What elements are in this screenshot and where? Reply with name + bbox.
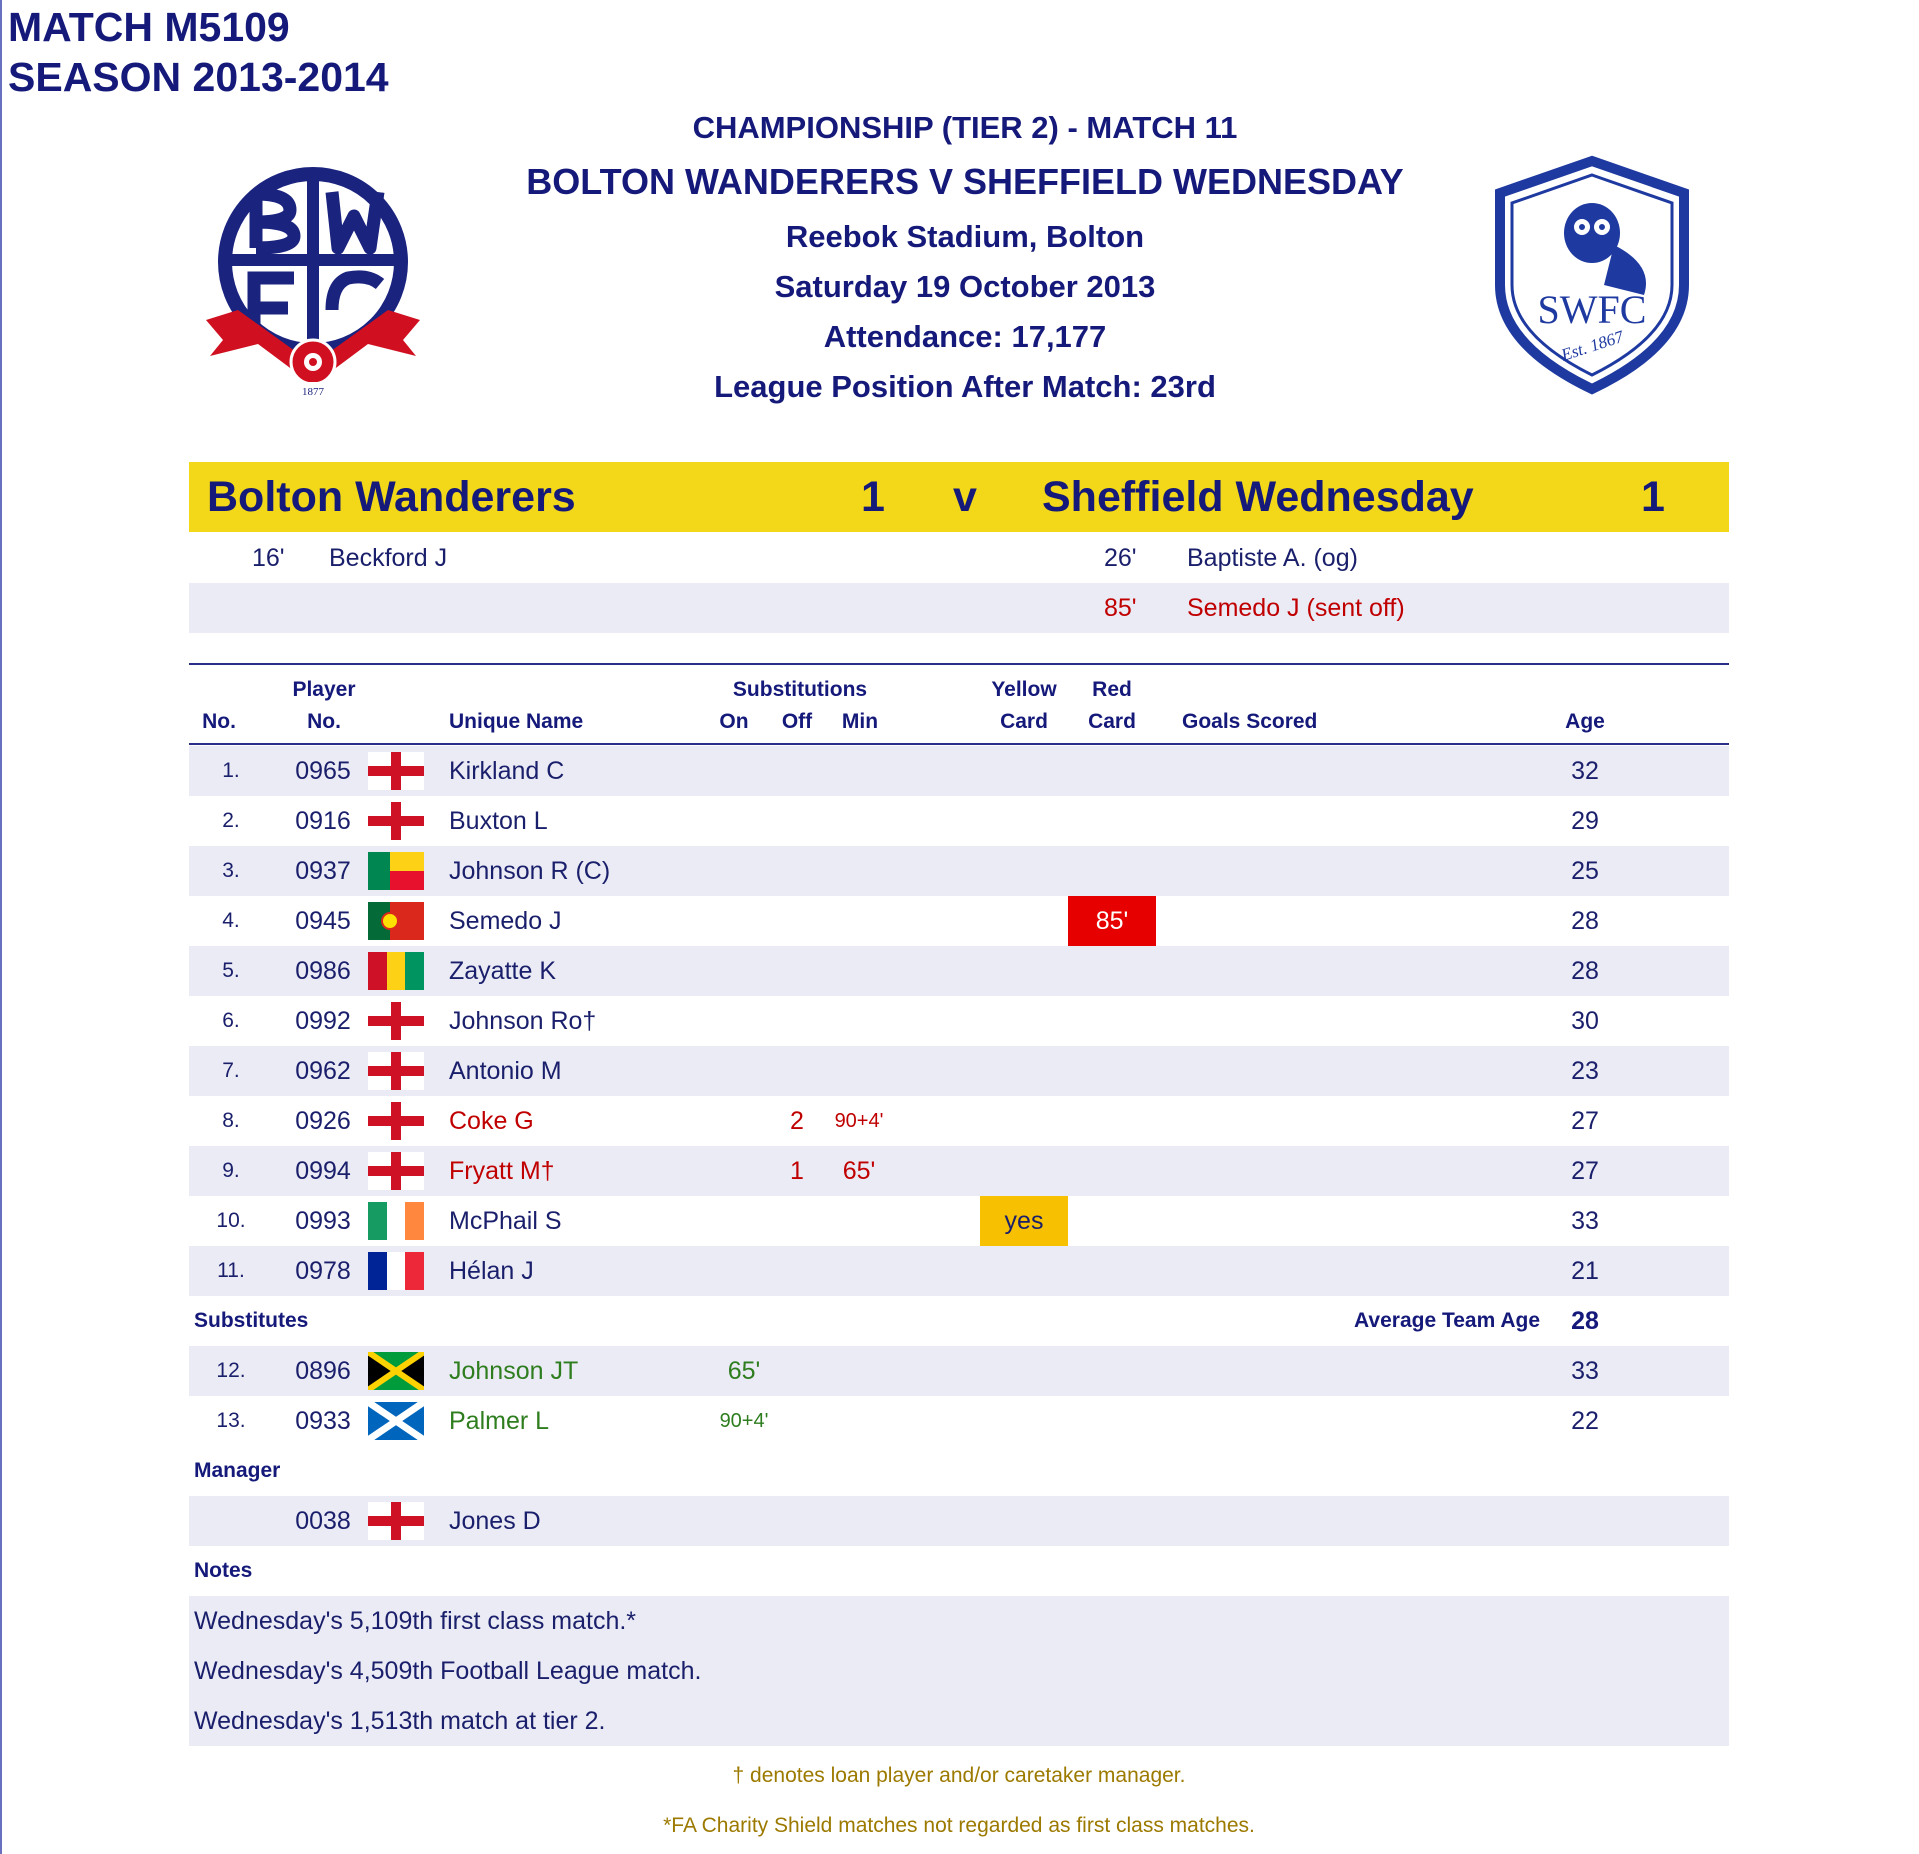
player-number: 0926 — [295, 1107, 351, 1135]
table-row — [189, 1146, 1729, 1196]
swfc-crest-text: SWFC — [1537, 287, 1647, 332]
competition: CHAMPIONSHIP (TIER 2) - MATCH 11 — [692, 110, 1238, 145]
player-name: Semedo J — [449, 907, 562, 935]
average-age-value: 28 — [1571, 1307, 1599, 1335]
event-player: Baptiste A. (og) — [1187, 544, 1358, 572]
squad-number: 4. — [222, 909, 240, 932]
player-number: 0992 — [295, 1007, 351, 1035]
event-minute: 26' — [1104, 544, 1137, 572]
note-line: Wednesday's 4,509th Football League match. — [194, 1657, 702, 1685]
table-row — [189, 1346, 1729, 1396]
player-number: 0986 — [295, 957, 351, 985]
footnote-charity-shield: *FA Charity Shield matches not regarded as first class matches. — [663, 1814, 1255, 1837]
manager-heading: Manager — [194, 1459, 281, 1482]
player-age: 28 — [1571, 907, 1599, 935]
player-name: Hélan J — [449, 1257, 534, 1285]
header-rule-top — [189, 663, 1729, 665]
table-row — [189, 996, 1729, 1046]
away-team-name: Sheffield Wednesday — [1042, 473, 1474, 521]
player-name: Fryatt M† — [449, 1157, 555, 1185]
league-position: League Position After Match: 23rd — [714, 369, 1216, 404]
note-line: Wednesday's 1,513th match at tier 2. — [194, 1707, 606, 1735]
ireland-flag-icon — [368, 1202, 424, 1240]
manager-number: 0038 — [295, 1507, 351, 1535]
player-age: 29 — [1571, 807, 1599, 835]
jamaica-flag-icon — [368, 1352, 424, 1390]
player-name: Kirkland C — [449, 757, 565, 785]
player-name: McPhail S — [449, 1207, 562, 1235]
player-age: 33 — [1571, 1357, 1599, 1385]
player-number: 0993 — [295, 1207, 351, 1235]
red-card-badge: 85' — [1068, 896, 1156, 946]
player-age: 33 — [1571, 1207, 1599, 1235]
guinea-flag-icon — [368, 952, 424, 990]
notes-heading: Notes — [194, 1559, 253, 1582]
table-row — [189, 896, 1729, 946]
yellow-card-badge: yes — [980, 1196, 1068, 1246]
header-rule-bottom — [189, 743, 1729, 745]
away-goals: 1 — [1641, 473, 1665, 521]
manager-name: Jones D — [449, 1507, 541, 1535]
squad-number: 3. — [222, 859, 240, 882]
bolton-crest-logo — [198, 150, 428, 400]
player-number: 0916 — [295, 807, 351, 835]
squad-number: 6. — [222, 1009, 240, 1032]
player-number: 0994 — [295, 1157, 351, 1185]
manager-row — [189, 1496, 1729, 1546]
england-flag-icon — [368, 1502, 424, 1540]
player-age: 30 — [1571, 1007, 1599, 1035]
versus: v — [953, 473, 977, 521]
player-name: Johnson R (C) — [449, 857, 611, 885]
sub-on-minute: 90+4' — [719, 1410, 769, 1432]
season: SEASON 2013-2014 — [8, 54, 389, 100]
col-red-line1: Red — [1092, 678, 1132, 701]
match-date: Saturday 19 October 2013 — [774, 269, 1156, 304]
event-minute: 85' — [1104, 594, 1137, 622]
player-age: 27 — [1571, 1107, 1599, 1135]
player-age: 27 — [1571, 1157, 1599, 1185]
average-age-label: Average Team Age — [1354, 1309, 1540, 1332]
table-row — [189, 1396, 1729, 1446]
sub-off-order: 2 — [790, 1107, 804, 1135]
sub-off-order: 1 — [790, 1157, 804, 1185]
player-name: Zayatte K — [449, 957, 556, 985]
england-flag-icon — [368, 1152, 424, 1190]
scotland-flag-icon — [368, 1402, 424, 1440]
player-name: Johnson Ro† — [449, 1007, 597, 1035]
squad-number: 13. — [216, 1409, 246, 1432]
player-name: Buxton L — [449, 807, 548, 835]
player-age: 25 — [1571, 857, 1599, 885]
col-no: No. — [202, 710, 236, 733]
sub-minute: 65' — [842, 1157, 876, 1185]
player-age: 28 — [1571, 957, 1599, 985]
squad-number: 2. — [222, 809, 240, 832]
player-number: 0978 — [295, 1257, 351, 1285]
note-line: Wednesday's 5,109th first class match.* — [194, 1607, 637, 1635]
player-age: 23 — [1571, 1057, 1599, 1085]
bolton-crest-year: 1877 — [302, 386, 324, 398]
squad-number: 11. — [217, 1259, 245, 1282]
player-number: 0933 — [295, 1407, 351, 1435]
england-flag-icon — [368, 802, 424, 840]
table-row — [189, 796, 1729, 846]
player-age: 22 — [1571, 1407, 1599, 1435]
event-player: Semedo J (sent off) — [1187, 594, 1405, 622]
col-player-no-line1: Player — [292, 678, 356, 701]
squad-number: 10. — [216, 1209, 246, 1232]
player-name: Johnson JT — [449, 1357, 579, 1385]
match-id: MATCH M5109 — [8, 4, 290, 50]
event-minute: 16' — [252, 544, 285, 572]
player-age: 21 — [1571, 1257, 1599, 1285]
table-row — [189, 846, 1729, 896]
sub-on-minute: 65' — [727, 1357, 761, 1385]
squad-number: 7. — [222, 1059, 240, 1082]
table-row — [189, 1046, 1729, 1096]
player-number: 0937 — [295, 857, 351, 885]
table-row — [189, 1246, 1729, 1296]
col-substitutions: Substitutions — [732, 678, 868, 701]
substitutes-heading: Substitutes — [194, 1309, 309, 1332]
col-sub-on: On — [719, 710, 749, 733]
venue: Reebok Stadium, Bolton — [785, 219, 1145, 254]
player-name: Palmer L — [449, 1407, 550, 1435]
squad-number: 12. — [216, 1359, 246, 1382]
sub-minute: 90+4' — [834, 1110, 884, 1132]
attendance: Attendance: 17,177 — [823, 319, 1107, 354]
col-unique-name: Unique Name — [449, 710, 584, 733]
event-row — [189, 583, 1729, 633]
left-border — [0, 0, 2, 1854]
home-goals: 1 — [861, 473, 885, 521]
player-name: Antonio M — [449, 1057, 562, 1085]
player-age: 32 — [1571, 757, 1599, 785]
table-row — [189, 746, 1729, 796]
england-flag-icon — [368, 1052, 424, 1090]
score-bar — [189, 462, 1729, 532]
squad-number: 1. — [222, 759, 240, 782]
benin-flag-icon — [368, 852, 424, 890]
col-sub-min: Min — [841, 710, 879, 733]
col-goals-scored: Goals Scored — [1182, 710, 1318, 733]
england-flag-icon — [368, 752, 424, 790]
england-flag-icon — [368, 1002, 424, 1040]
col-red-line2: Card — [1088, 710, 1136, 733]
swfc-crest-logo — [1494, 155, 1690, 395]
squad-number: 8. — [222, 1109, 240, 1132]
event-player: Beckford J — [329, 544, 448, 572]
player-number: 0896 — [295, 1357, 351, 1385]
squad-number: 9. — [222, 1159, 240, 1182]
col-age: Age — [1565, 710, 1605, 733]
player-number: 0962 — [295, 1057, 351, 1085]
footnote-loan: † denotes loan player and/or caretaker manager. — [732, 1764, 1186, 1787]
home-team-name: Bolton Wanderers — [207, 473, 576, 521]
player-number: 0965 — [295, 757, 351, 785]
squad-number: 5. — [222, 959, 240, 982]
england-flag-icon — [368, 1102, 424, 1140]
player-number: 0945 — [295, 907, 351, 935]
swfc-crest-est: Est. 1867 — [1558, 326, 1626, 365]
col-sub-off: Off — [781, 710, 813, 733]
col-yellow-line1: Yellow — [991, 678, 1057, 701]
player-name: Coke G — [449, 1107, 534, 1135]
france-flag-icon — [368, 1252, 424, 1290]
col-yellow-line2: Card — [1000, 710, 1048, 733]
fixture: BOLTON WANDERERS V SHEFFIELD WEDNESDAY — [526, 161, 1404, 202]
portugal-flag-icon — [368, 902, 424, 940]
table-row — [189, 1196, 1729, 1246]
col-player-no-line2: No. — [307, 710, 341, 733]
table-row — [189, 946, 1729, 996]
table-row — [189, 1096, 1729, 1146]
